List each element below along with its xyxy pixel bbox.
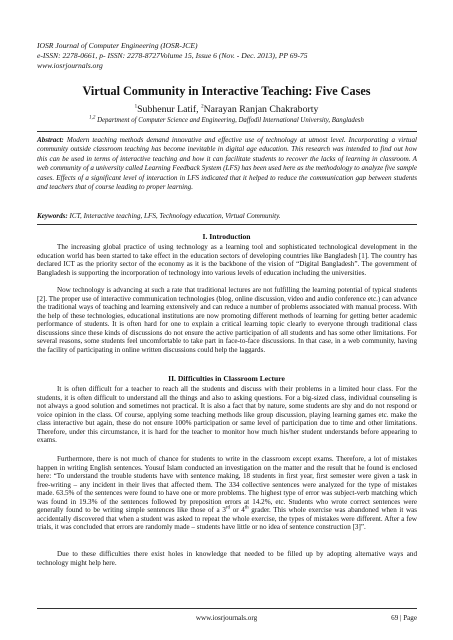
- section-2-paragraph-2: [37, 455, 417, 532]
- keywords-text: ICT, Interactive teaching, LFS, Technology education, Virtual Community.: [67, 212, 281, 220]
- section-1-heading: I. Introduction: [202, 232, 251, 241]
- footer-page-number: 69 | Page: [391, 614, 417, 622]
- footer-divider: [37, 608, 417, 609]
- abstract-text: Modern teaching methods demand innovative and effective use of technology at utmost level. Incorporating a virtual community outside classroom teaching has become inevitable in digital age education. This research was intended to find out how this can be used in terms of interactive teaching and how it can facilitate students to recover the lacks of learning in classroom. A web community of a university called Learning Feedback System (LFS) has been used here as the methodology to analyze five sample cases. Effects of a significant level of interaction in LFS indicated that it helped to reduce the communication gap between students and teachers that of course leading to proper learning.: [37, 136, 417, 192]
- author1-name: Subhenur Latif,: [137, 104, 202, 115]
- author2-number: 2: [201, 104, 204, 110]
- keywords: [37, 212, 417, 221]
- section-2-paragraph-2-part-c: grader. This whole exercise was abandoned when it was accidentally discovered that when a student was asked to repeat the whole exercise, the types of mistakes were different. After a few trials, it was concluded that errors are randomly made – students have little or no idea of sentence construction [3]”.: [37, 506, 417, 532]
- abstract: [37, 136, 417, 192]
- section-2-paragraph-3: Due to these difficulties there exist holes in knowledge that needed to be filled up by adopting alternative ways and technology might help here.: [37, 550, 417, 567]
- author-line: [0, 104, 453, 115]
- journal-website: www.iosrjournals.org: [37, 61, 103, 70]
- superscript-rd: rd: [225, 505, 231, 511]
- affiliation-line: [0, 117, 453, 124]
- section-1-paragraph-2: Now technology is advancing at such a rate that traditional lectures are not fulfilling the learning potential of typical students [2]. The proper use of interactive communication technologies (blog, online discussion, video and audio conference etc.) can advance the traditional ways of teaching and learning extensively and can reduce a number of problems associated with manual process. With the help of these technologies, educational institutions are now promoting different methods of learning for getting better academic performance of students. It is often hard for one to explain a critical learning topic clearly to everyone through traditional class discussions since these kinds of discussions do not ensure the active participation of all students and has some other limitations. For several reasons, some students feel uncomfortable to take part in face-to-face discussions. In that case, in a web community, having the facility of participating in online written discussions could help the laggards.: [37, 286, 417, 354]
- author1-number: 1: [134, 104, 138, 110]
- keywords-label: Keywords:: [37, 212, 68, 220]
- section-2-paragraph-2-part-a: Furthermore, there is not much of chance for students to write in the classroom except exams. Therefore, a lot of mistakes happen in writing English sentences. Yousuf Islam conducted an investigation on the matter and the result that he found is enclosed here: “To understand the trouble students have with sentence making, 18 students in first year, first semester were given a task in free-writing – any incident in their lives that affected them. The 334 collective sentences were analyzed for the type of mistakes made. 63.5% of the sentences were found to have one or more problems. The highest type of error was subject-verb matching which was found in 19.3% of the sentences followed by preposition errors at 14.2%, etc. Students who wrote correct sentences were generally found to be writing simple sentences like those of a 3: [37, 455, 417, 515]
- journal-header: [37, 41, 308, 71]
- abstract-label: Abstract:: [37, 136, 64, 144]
- issn-line: e-ISSN: 2278-0661, p- ISSN: 2278-8727Volume 15, Issue 6 (Nov. - Dec. 2013), PP 69-75: [37, 51, 308, 60]
- author2-name: Narayan Ranjan Chakraborty: [203, 104, 319, 115]
- affiliation-numbers: 1,2: [89, 115, 96, 121]
- section-2-heading: II. Difficulties in Classroom Lecture: [168, 374, 285, 383]
- divider-top: [37, 131, 417, 132]
- paper-title: Virtual Community in Interactive Teaching: Five Cases: [82, 84, 371, 98]
- journal-name: IOSR Journal of Computer Engineering (IOSR-JCE): [37, 41, 198, 50]
- affiliation-text: Department of Computer Science and Engineering, Daffodil International University, Bangladesh: [95, 117, 364, 124]
- divider-keywords: [37, 224, 417, 225]
- section-2-paragraph-2-part-b: or 4: [230, 506, 245, 515]
- section-1-paragraph-1: The increasing global practice of using technology as a learning tool and sophisticated technological development in the education world has been started to take effect in the education sectors of developing countries like Bangladesh [1]. The country has declared ICT as the priority sector of the economy as it is the backbone of the vision of “Digital Bangladesh”. The government of Bangladesh is supporting the incorporation of technology into various levels of education including the universities.: [37, 243, 417, 277]
- footer-url: www.iosrjournals.org: [195, 614, 258, 622]
- section-2-paragraph-1: It is often difficult for a teacher to reach all the students and discuss with their problems in a limited hour class. For the students, it is often difficult to understand all the things and also to asking questions. For a big-sized class, individual counseling is not always a good solution and sometimes not practical. It is also a fact that by nature, some students are shy and do not respond or voice opinion in the class. Of course, applying some teaching methods like group discussion, playing learning games etc. make the class interactive but again, these do not ensure 100% participation or same level of participation due to time and other limitations. Therefore, under this circumstance, it is hard for the teacher to monitor how much his/her student understands before appearing to exams.: [37, 385, 417, 445]
- superscript-th: th: [244, 505, 249, 511]
